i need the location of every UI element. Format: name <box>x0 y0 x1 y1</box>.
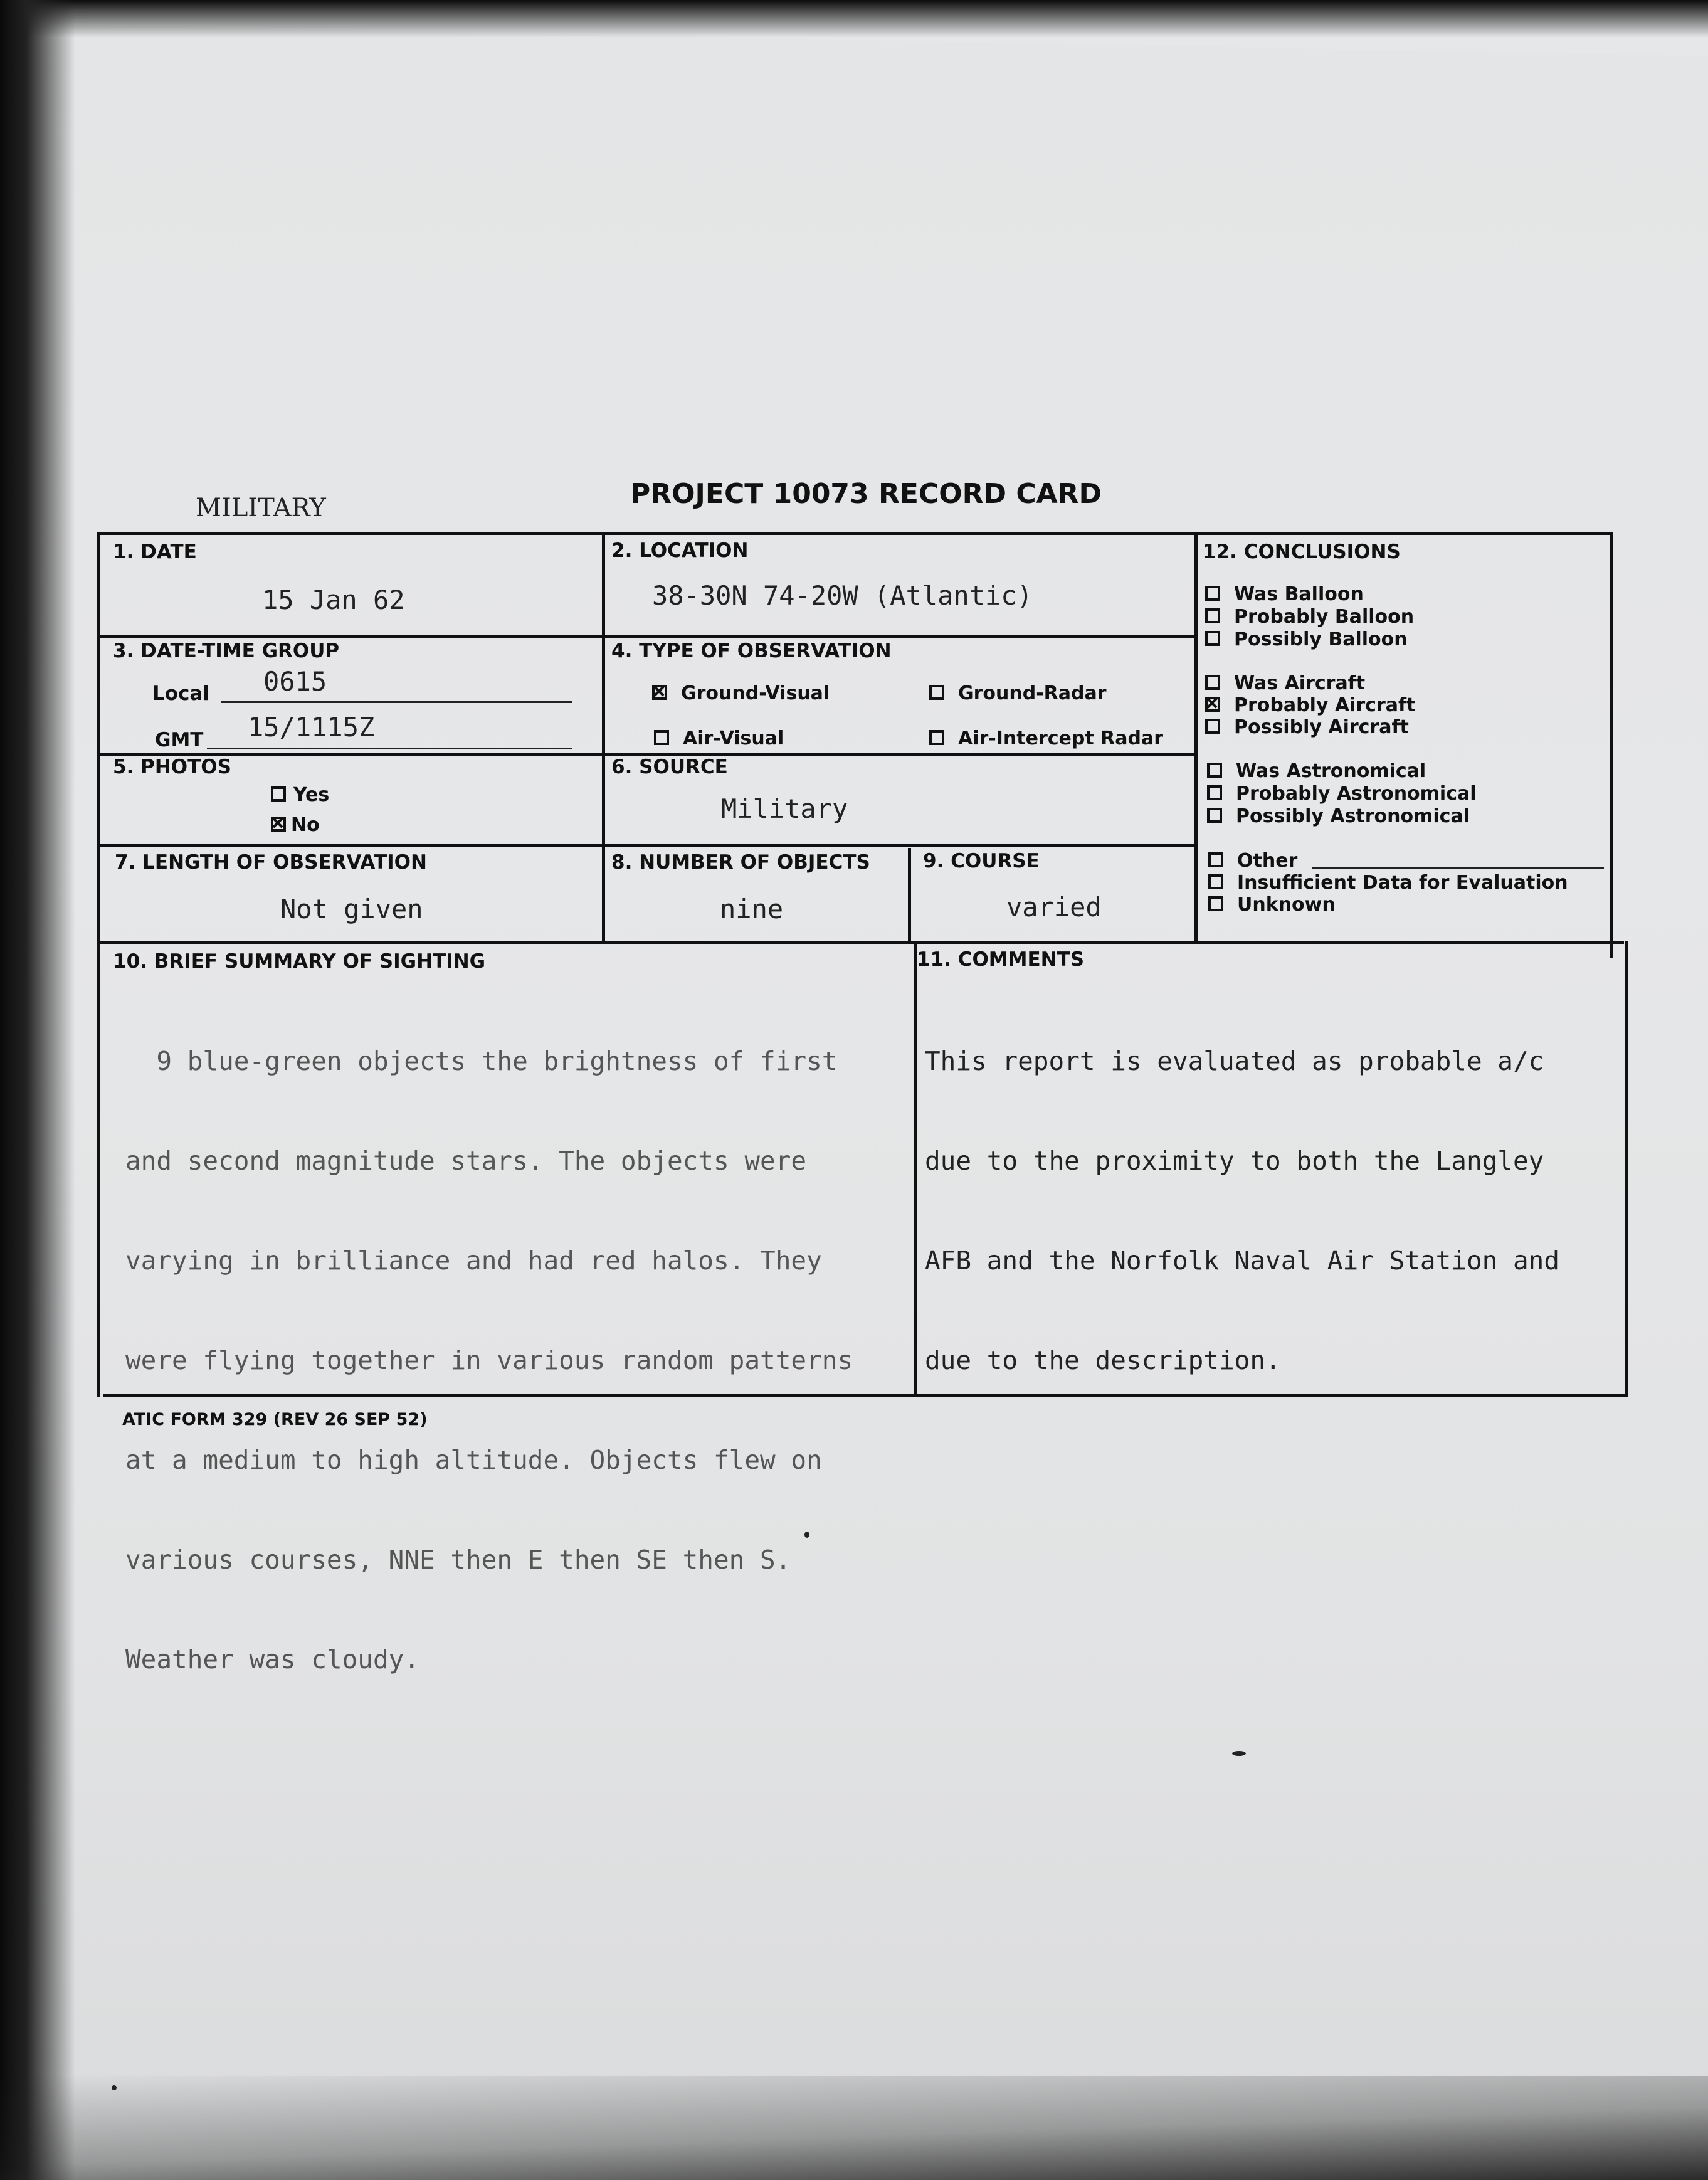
scan-shadow-bottom <box>0 2076 1708 2180</box>
summary-line: Weather was cloudy. <box>125 1644 419 1675</box>
local-time-value: 0615 <box>263 666 327 697</box>
gmt-label: GMT <box>155 729 204 751</box>
scan-speck <box>112 2085 117 2090</box>
comments-line: This report is evaluated as probable a/c <box>925 1046 1544 1076</box>
length-of-observation-value: Not given <box>280 894 423 924</box>
option-air-visual[interactable]: Air-Visual <box>654 728 784 749</box>
classification-stamp: MILITARY <box>196 494 326 522</box>
checkbox-icon <box>654 730 669 745</box>
conclusion-insufficient-data[interactable]: Insufficient Data for Evaluation <box>1208 872 1568 894</box>
local-label: Local <box>152 682 209 705</box>
scan-speck <box>1232 1751 1246 1756</box>
course-label: 9. COURSE <box>923 850 1040 872</box>
checkbox-icon <box>1205 631 1220 646</box>
gmt-time-value: 15/1115Z <box>248 712 375 743</box>
location-label: 2. LOCATION <box>611 539 749 562</box>
conclusion-possibly-astronomical[interactable]: Possibly Astronomical <box>1207 805 1470 827</box>
checkbox-icon <box>1208 874 1223 889</box>
option-ground-visual[interactable]: Ground-Visual <box>652 682 830 704</box>
scan-speck <box>804 1532 809 1538</box>
summary-line: at a medium to high altitude. Objects flew on <box>125 1445 822 1475</box>
checkbox-icon <box>1207 785 1222 800</box>
conclusion-possibly-aircraft[interactable]: Possibly Aircraft <box>1205 716 1409 738</box>
option-photos-yes[interactable]: Yes <box>271 784 329 806</box>
form-number: ATIC FORM 329 (REV 26 SEP 52) <box>122 1410 428 1429</box>
source-label: 6. SOURCE <box>611 756 728 778</box>
checkbox-icon <box>1207 763 1222 778</box>
checkbox-icon <box>929 685 944 700</box>
conclusion-probably-balloon[interactable]: Probably Balloon <box>1205 606 1414 628</box>
checked-box-icon <box>1205 697 1220 712</box>
option-photos-no[interactable]: No <box>271 814 320 836</box>
checked-box-icon <box>271 817 286 832</box>
checkbox-icon <box>1205 675 1220 690</box>
local-underline <box>221 701 572 703</box>
course-value: varied <box>1006 892 1102 923</box>
checkbox-icon <box>929 730 944 745</box>
conclusion-was-aircraft[interactable]: Was Aircraft <box>1205 672 1365 694</box>
gmt-underline <box>207 748 572 749</box>
date-value: 15 Jan 62 <box>262 585 405 615</box>
conclusion-probably-astronomical[interactable]: Probably Astronomical <box>1207 783 1477 805</box>
summary-line: were flying together in various random patterns <box>125 1345 853 1375</box>
summary-line: varying in brilliance and had red halos. They <box>125 1246 822 1276</box>
comments-line: due to the proximity to both the Langley <box>925 1146 1544 1176</box>
date-label: 1. DATE <box>113 541 197 563</box>
conclusion-probably-aircraft[interactable]: Probably Aircraft <box>1205 694 1415 716</box>
card-title: PROJECT 10073 RECORD CARD <box>630 478 1102 510</box>
checkbox-icon <box>1205 719 1220 734</box>
scan-shadow-top <box>0 0 1708 38</box>
type-of-observation-label: 4. TYPE OF OBSERVATION <box>611 640 892 662</box>
conclusions-label: 12. CONCLUSIONS <box>1203 541 1401 563</box>
conclusion-was-astronomical[interactable]: Was Astronomical <box>1207 760 1426 782</box>
summary-line: various courses, NNE then E then SE then S. <box>125 1545 791 1575</box>
checkbox-icon <box>1207 808 1222 823</box>
location-value: 38-30N 74-20W (Atlantic) <box>652 580 1033 611</box>
comments-text <box>925 978 1559 1410</box>
summary-line: and second magnitude stars. The objects were <box>125 1146 807 1176</box>
comments-line: AFB and the Norfolk Naval Air Station and <box>925 1246 1560 1276</box>
conclusion-other[interactable]: Other <box>1208 850 1297 872</box>
summary-line: 9 blue-green objects the brightness of first <box>125 1046 838 1076</box>
scan-shadow-left <box>0 0 75 2180</box>
summary-label: 10. BRIEF SUMMARY OF SIGHTING <box>113 950 486 973</box>
photos-label: 5. PHOTOS <box>113 756 231 778</box>
comments-line: due to the description. <box>925 1345 1281 1375</box>
conclusion-was-balloon[interactable]: Was Balloon <box>1205 583 1364 605</box>
conclusion-possibly-balloon[interactable]: Possibly Balloon <box>1205 628 1408 650</box>
conclusion-unknown[interactable]: Unknown <box>1208 894 1336 916</box>
source-value: Military <box>721 793 848 824</box>
checkbox-icon <box>1205 586 1220 601</box>
checked-box-icon <box>652 685 667 700</box>
number-of-objects-label: 8. NUMBER OF OBJECTS <box>611 851 870 874</box>
checkbox-icon <box>271 786 286 802</box>
checkbox-icon <box>1208 896 1223 911</box>
date-time-group-label: 3. DATE-TIME GROUP <box>113 640 340 662</box>
length-of-observation-label: 7. LENGTH OF OBSERVATION <box>115 851 427 874</box>
checkbox-icon <box>1208 852 1223 867</box>
option-air-intercept-radar[interactable]: Air-Intercept Radar <box>929 728 1163 749</box>
number-of-objects-value: nine <box>720 894 784 924</box>
comments-label: 11. COMMENTS <box>917 948 1085 971</box>
option-ground-radar[interactable]: Ground-Radar <box>929 682 1107 704</box>
summary-text <box>125 978 853 1710</box>
other-underline <box>1312 867 1604 869</box>
checkbox-icon <box>1205 608 1220 623</box>
